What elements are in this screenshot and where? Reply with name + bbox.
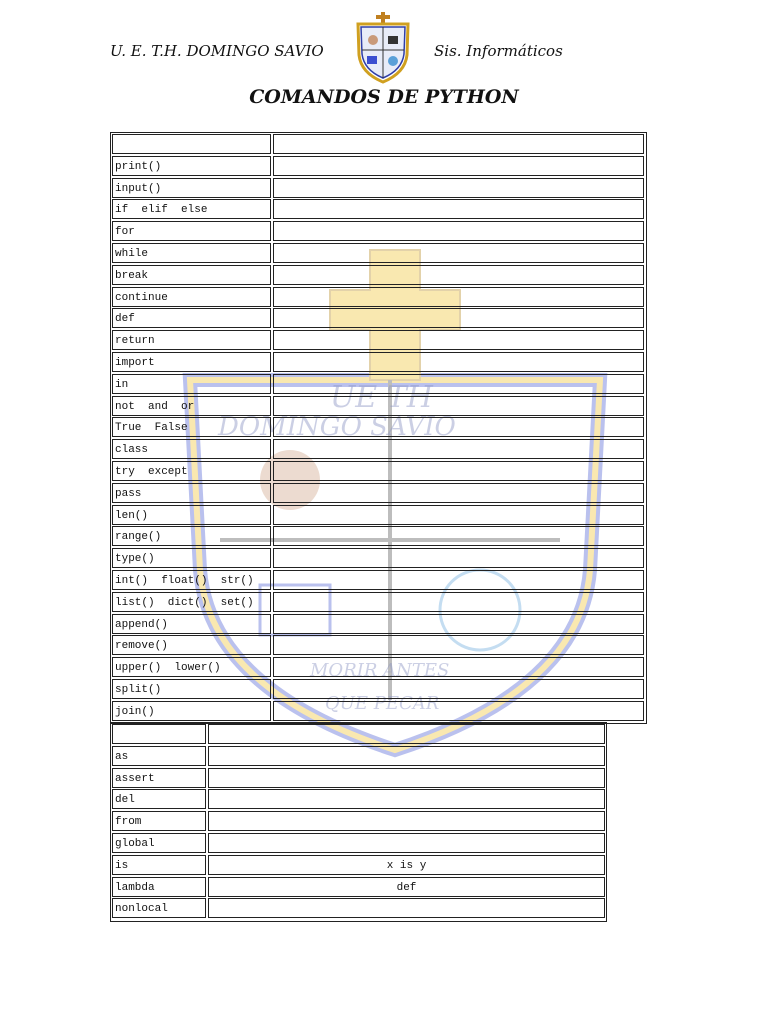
description-cell <box>208 833 605 853</box>
command-cell: lambda <box>112 877 206 897</box>
description-cell <box>208 811 605 831</box>
command-cell <box>112 724 206 744</box>
command-cell: print() <box>112 156 271 176</box>
description-cell <box>273 417 644 437</box>
description-cell <box>273 505 644 525</box>
description-cell <box>273 265 644 285</box>
watermark-motto: QUE PECAR <box>325 693 440 714</box>
command-cell: as <box>112 746 206 766</box>
command-cell: def <box>112 308 271 328</box>
page-title: COMANDOS DE PYTHON <box>249 86 519 108</box>
description-cell <box>273 635 644 655</box>
description-cell <box>208 789 605 809</box>
command-cell: in <box>112 374 271 394</box>
description-cell <box>208 746 605 766</box>
description-cell <box>273 396 644 416</box>
description-cell <box>273 178 644 198</box>
description-cell <box>273 548 644 568</box>
command-cell: split() <box>112 679 271 699</box>
command-cell: int() float() str() <box>112 570 271 590</box>
description-cell <box>273 657 644 677</box>
watermark-motto: MORIR ANTES <box>310 660 450 681</box>
command-cell: del <box>112 789 206 809</box>
description-cell <box>273 461 644 481</box>
description-cell <box>273 287 644 307</box>
command-cell: range() <box>112 526 271 546</box>
command-cell <box>112 134 271 154</box>
description-cell <box>273 243 644 263</box>
description-cell <box>273 483 644 503</box>
command-cell: class <box>112 439 271 459</box>
description-cell <box>273 199 644 219</box>
command-cell: from <box>112 811 206 831</box>
command-cell: is <box>112 855 206 875</box>
description-cell: def <box>208 877 605 897</box>
description-cell <box>208 898 605 918</box>
command-cell: pass <box>112 483 271 503</box>
command-cell: input() <box>112 178 271 198</box>
command-cell: append() <box>112 614 271 634</box>
department-name: Sis. Informáticos <box>434 42 563 60</box>
description-cell <box>273 221 644 241</box>
command-cell: list() dict() set() <box>112 592 271 612</box>
command-cell: join() <box>112 701 271 721</box>
python-commands-table <box>110 132 647 724</box>
command-cell: True False <box>112 417 271 437</box>
description-cell <box>273 701 644 721</box>
command-cell: break <box>112 265 271 285</box>
description-cell: x is y <box>208 855 605 875</box>
command-cell: len() <box>112 505 271 525</box>
command-cell: remove() <box>112 635 271 655</box>
description-cell <box>273 308 644 328</box>
description-cell <box>273 439 644 459</box>
school-crest-logo <box>352 10 414 84</box>
school-name: U. E. T.H. DOMINGO SAVIO <box>110 42 324 60</box>
python-keywords-table <box>110 722 607 922</box>
command-cell: if elif else <box>112 199 271 219</box>
command-cell: for <box>112 221 271 241</box>
command-cell: import <box>112 352 271 372</box>
description-cell <box>208 724 605 744</box>
description-cell <box>273 614 644 634</box>
description-cell <box>273 134 644 154</box>
command-cell: return <box>112 330 271 350</box>
description-cell <box>273 330 644 350</box>
command-cell: continue <box>112 287 271 307</box>
description-cell <box>273 592 644 612</box>
description-cell <box>273 570 644 590</box>
description-cell <box>273 374 644 394</box>
command-cell: nonlocal <box>112 898 206 918</box>
command-cell: upper() lower() <box>112 657 271 677</box>
description-cell <box>273 526 644 546</box>
description-cell <box>273 156 644 176</box>
command-cell: type() <box>112 548 271 568</box>
command-cell: global <box>112 833 206 853</box>
description-cell <box>273 679 644 699</box>
command-cell: while <box>112 243 271 263</box>
command-cell: assert <box>112 768 206 788</box>
description-cell <box>208 768 605 788</box>
command-cell: try except <box>112 461 271 481</box>
description-cell <box>273 352 644 372</box>
command-cell: not and or <box>112 396 271 416</box>
watermark-text: UE TH <box>330 380 433 415</box>
watermark-text: DOMINGO SAVIO <box>218 412 456 442</box>
